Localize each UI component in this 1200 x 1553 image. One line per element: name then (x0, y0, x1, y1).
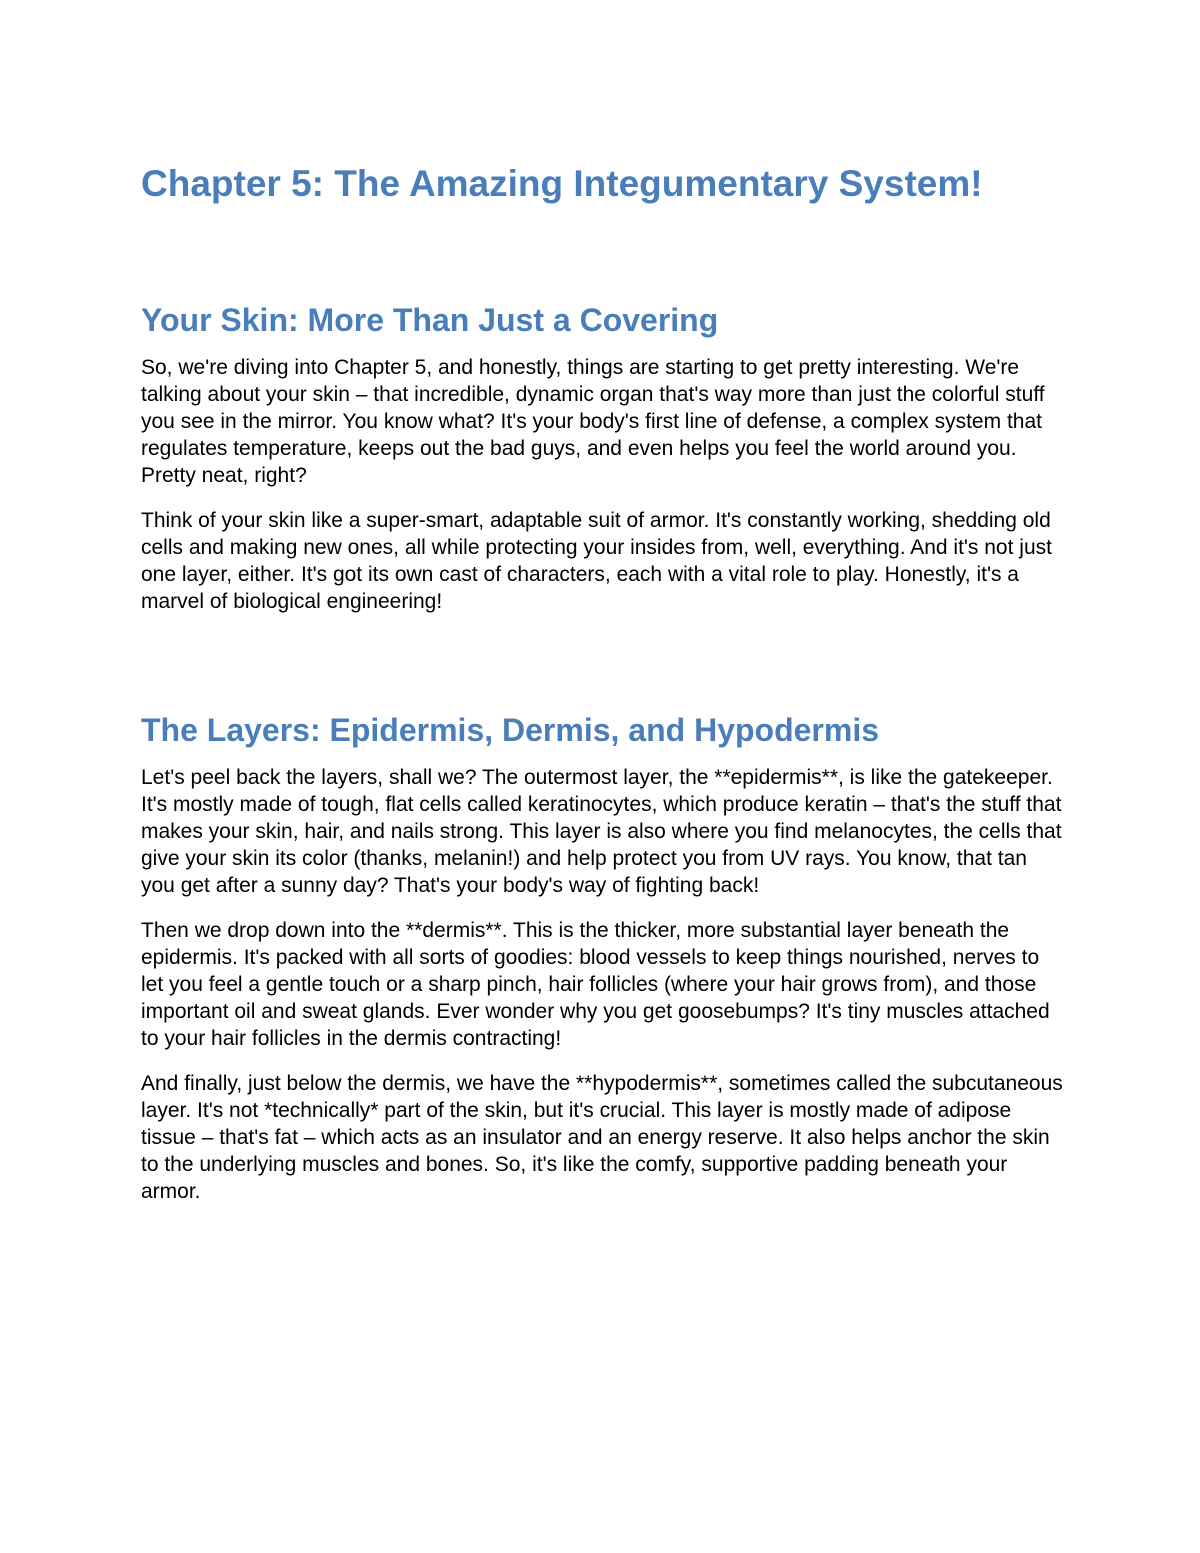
paragraph-epidermis: Let's peel back the layers, shall we? The outermost layer, the **epidermis**, is like the gatekeeper. It's mostly made of tough, flat cells called keratinocytes, which produce keratin – that's the stuff that makes your skin, hair, and nails strong. This layer is also where you find melanocytes, the cells that give your skin its color (thanks, melanin!) and help protect you from UV rays. You know, that tan you get after a sunny day? That's your body's way of fighting back! (141, 766, 1062, 897)
section-heading-skin: Your Skin: More Than Just a Covering (141, 302, 719, 338)
paragraph-skin-armor: Think of your skin like a super-smart, adaptable suit of armor. It's constantly working, shedding old cells and making new ones, all while protecting your insides from, well, everything. And it's not just one layer, either. It's got its own cast of characters, each with a vital role to play. Honestly, it's a marvel of biological engineering! (141, 509, 1052, 613)
paragraph-hypodermis: And finally, just below the dermis, we have the **hypodermis**, sometimes called the subcutaneous layer. It's not *technically* part of the skin, but it's crucial. This layer is mostly made of adipose tissue – that's fat – which acts as an insulator and an energy reserve. It also helps anchor the skin to the underlying muscles and bones. So, it's like the comfy, supportive padding beneath your armor. (141, 1072, 1063, 1203)
chapter-title: Chapter 5: The Amazing Integumentary System! (141, 163, 983, 204)
paragraph-skin-intro: So, we're diving into Chapter 5, and honestly, things are starting to get pretty interesting. We're talking about your skin – that incredible, dynamic organ that's way more than just the colorful stuff you see in the mirror. You know what? It's your body's first line of defense, a complex system that regulates temperature, keeps out the bad guys, and even helps you feel the world around you. Pretty neat, right? (141, 356, 1045, 487)
document-page (141, 160, 1066, 1205)
section-heading-layers: The Layers: Epidermis, Dermis, and Hypodermis (141, 712, 880, 748)
paragraph-dermis: Then we drop down into the **dermis**. This is the thicker, more substantial layer beneath the epidermis. It's packed with all sorts of goodies: blood vessels to keep things nourished, nerves to let you feel a gentle touch or a sharp pinch, hair follicles (where your hair grows from), and those important oil and sweat glands. Ever wonder why you get goosebumps? It's tiny muscles attached to your hair follicles in the dermis contracting! (141, 919, 1050, 1050)
